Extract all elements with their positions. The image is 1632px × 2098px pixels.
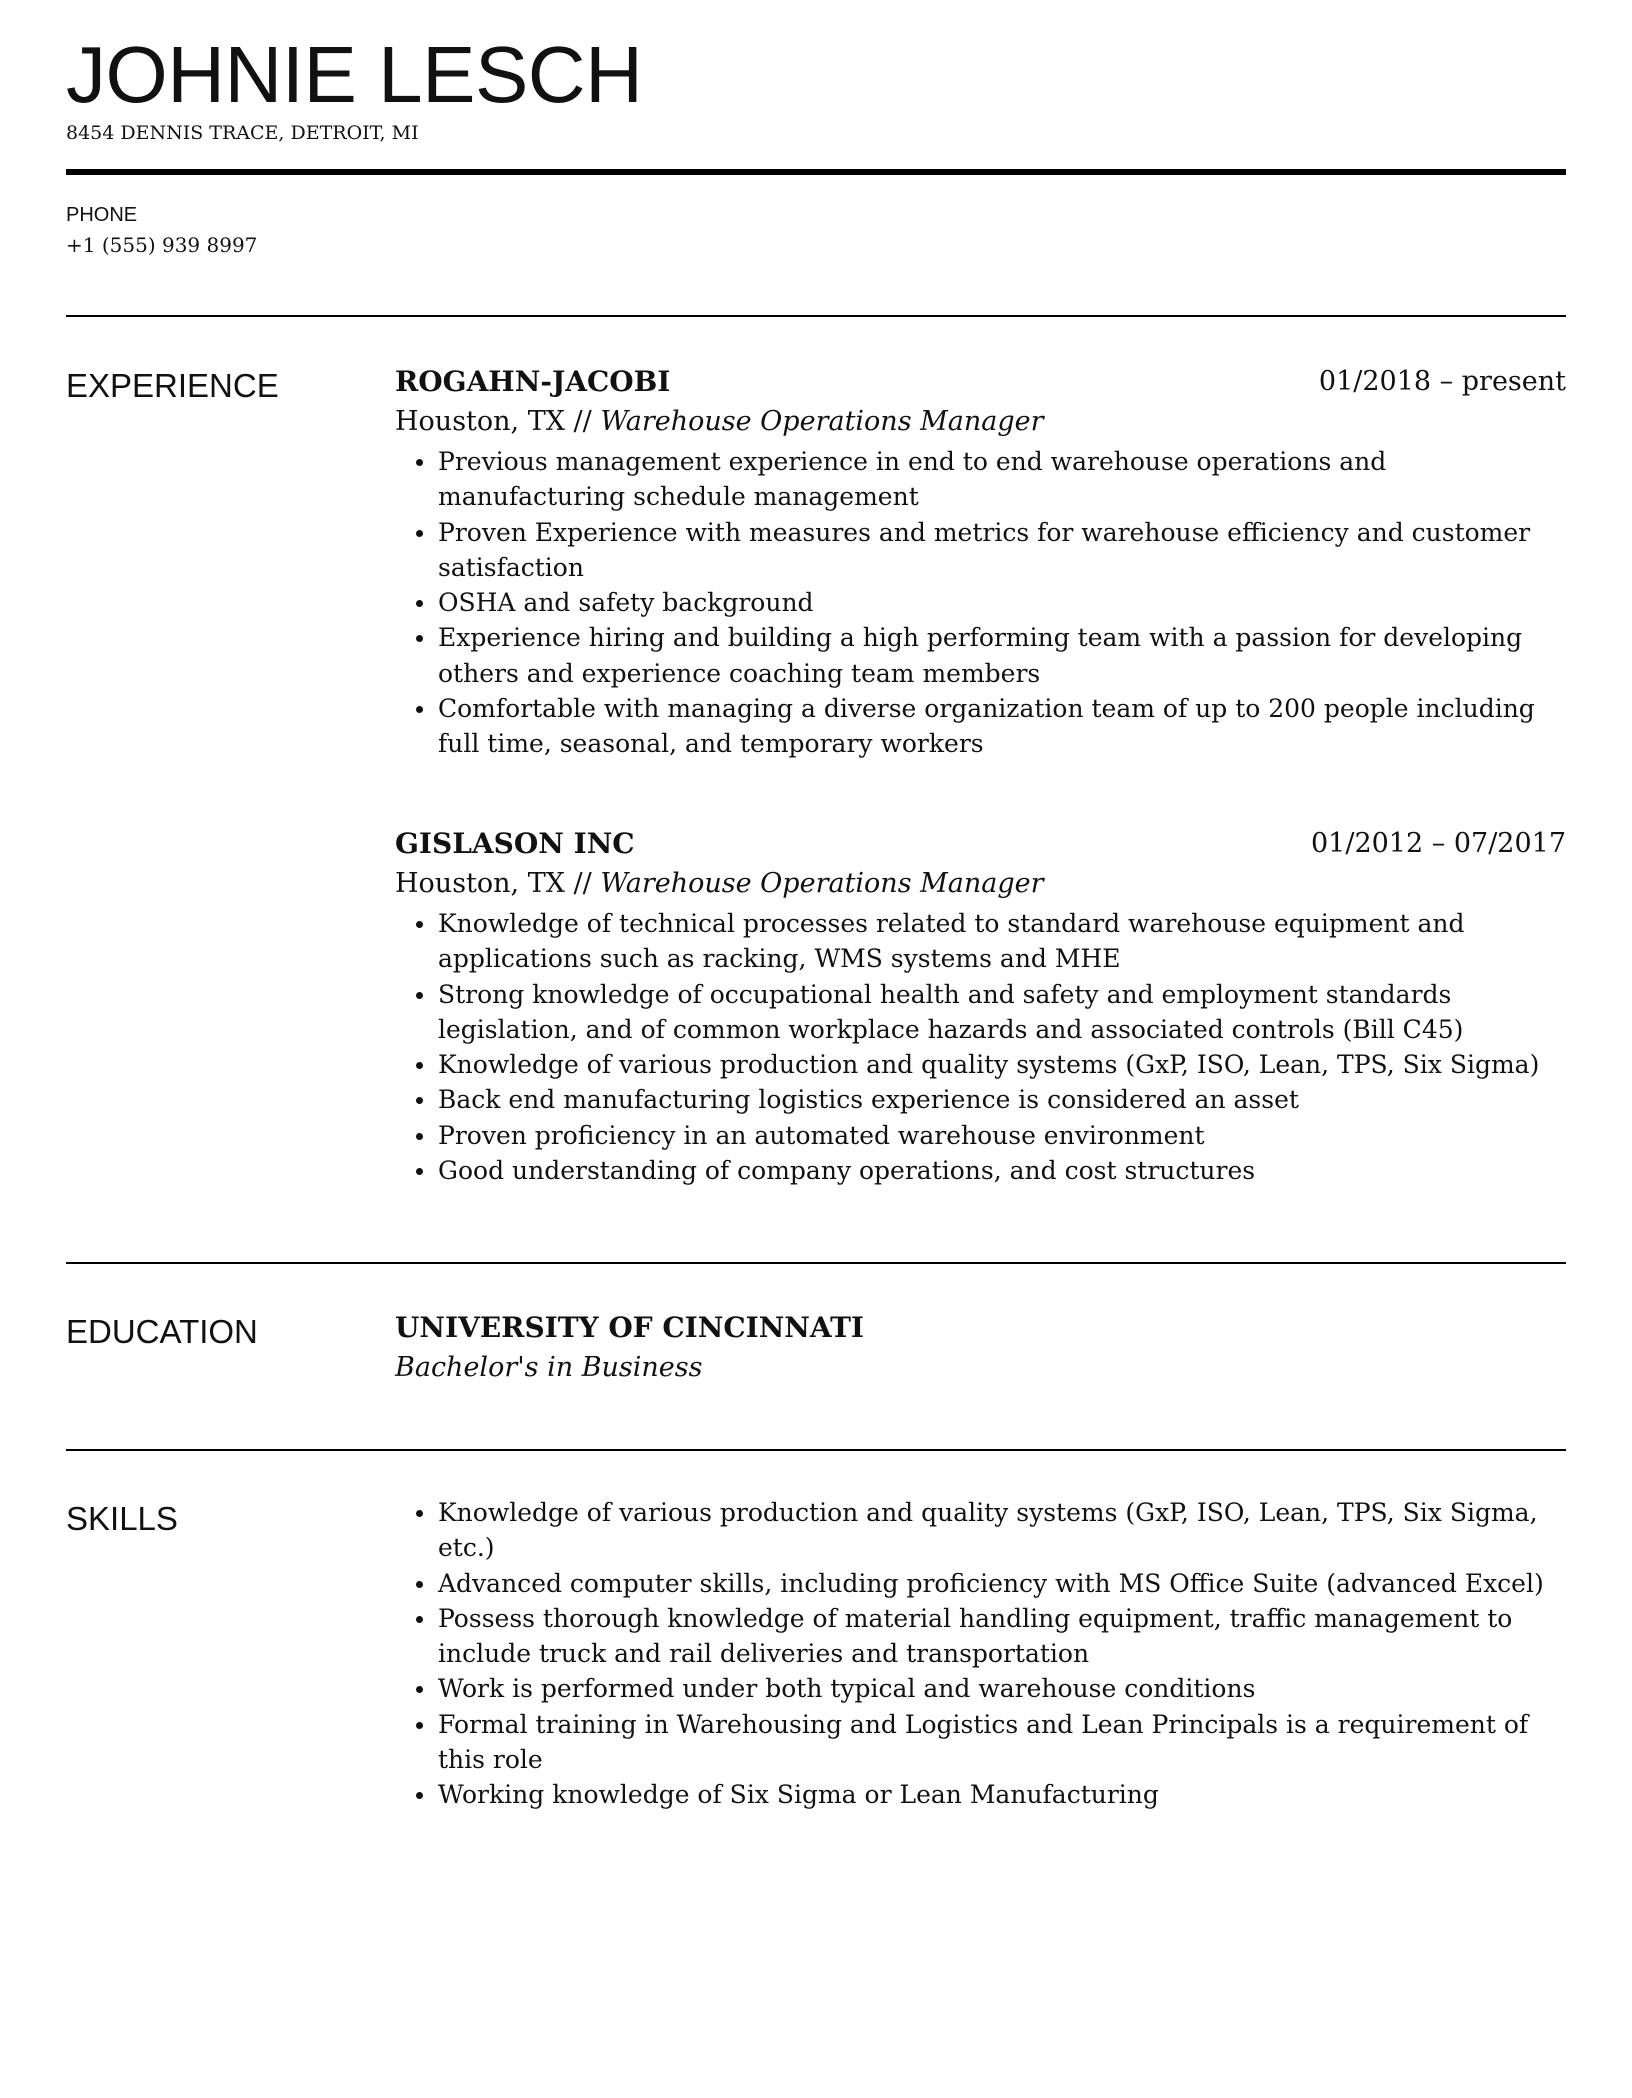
phone-number: +1 (555) 939 8997 [66,233,258,257]
skills-bullets [395,1495,1566,1813]
skills-list [395,1495,1566,1813]
job-bullets [395,444,1566,762]
job-subtitle [395,402,1566,442]
list-item: Good understanding of company operations, and cost structures [395,1153,1566,1188]
candidate-address: 8454 DENNIS TRACE, DETROIT, MI [66,122,419,144]
experience-heading: EXPERIENCE [66,367,279,404]
candidate-name: JOHNIE LESCH [66,30,643,119]
job-role: Warehouse Operations Manager [600,868,1044,899]
skills-heading: SKILLS [66,1500,178,1537]
job-header [395,824,1566,864]
list-item: Work is performed under both typical and warehouse conditions [395,1671,1566,1706]
education-school: UNIVERSITY OF CINCINNATI [395,1311,865,1344]
job-company: ROGAHN-JACOBI [395,365,671,398]
job-role: Warehouse Operations Manager [600,406,1044,437]
list-item: Proven proficiency in an automated warehouse environment [395,1118,1566,1153]
list-item: Knowledge of various production and quality systems (GxP, ISO, Lean, TPS, Six Sigma, etc.) [395,1495,1566,1566]
list-item: Experience hiring and building a high performing team with a passion for developing others and experience coaching team members [395,620,1566,691]
list-item: Knowledge of various production and quality systems (GxP, ISO, Lean, TPS, Six Sigma) [395,1047,1566,1082]
list-item: Knowledge of technical processes related to standard warehouse equipment and applications such as racking, WMS systems and MHE [395,906,1566,977]
job-location: Houston, TX [395,406,565,437]
experience-job-2 [395,824,1566,1188]
resume-page [66,0,1566,2098]
header-divider [66,169,1566,175]
phone-label: PHONE [66,204,138,226]
education-heading: EDUCATION [66,1313,258,1350]
list-item: Formal training in Warehousing and Logistics and Lean Principals is a requirement of this role [395,1707,1566,1778]
list-item: Advanced computer skills, including proficiency with MS Office Suite (advanced Excel) [395,1566,1566,1601]
job-bullets [395,906,1566,1188]
education-degree: Bachelor's in Business [395,1352,703,1383]
experience-job-1 [395,362,1566,762]
job-location: Houston, TX [395,868,565,899]
job-dates: 01/2018 – present [1318,366,1566,397]
experience-divider [66,1262,1566,1264]
job-separator: // [573,406,592,437]
job-separator: // [573,868,592,899]
list-item: Comfortable with managing a diverse organization team of up to 200 people including full time, seasonal, and temporary workers [395,691,1566,762]
education-entry [395,1308,1566,1388]
job-dates: 01/2012 – 07/2017 [1311,828,1566,859]
list-item: Previous management experience in end to end warehouse operations and manufacturing schedule management [395,444,1566,515]
list-item: Proven Experience with measures and metrics for warehouse efficiency and customer satisfaction [395,515,1566,586]
list-item: OSHA and safety background [395,585,1566,620]
job-header [395,362,1566,402]
education-divider [66,1449,1566,1451]
list-item: Working knowledge of Six Sigma or Lean Manufacturing [395,1777,1566,1812]
list-item: Strong knowledge of occupational health and safety and employment standards legislation, and of common workplace hazards and associated controls (Bill C45) [395,977,1566,1048]
contact-divider [66,315,1566,317]
list-item: Possess thorough knowledge of material handling equipment, traffic management to include truck and rail deliveries and transportation [395,1601,1566,1672]
job-company: GISLASON INC [395,827,635,860]
list-item: Back end manufacturing logistics experience is considered an asset [395,1082,1566,1117]
job-subtitle [395,864,1566,904]
